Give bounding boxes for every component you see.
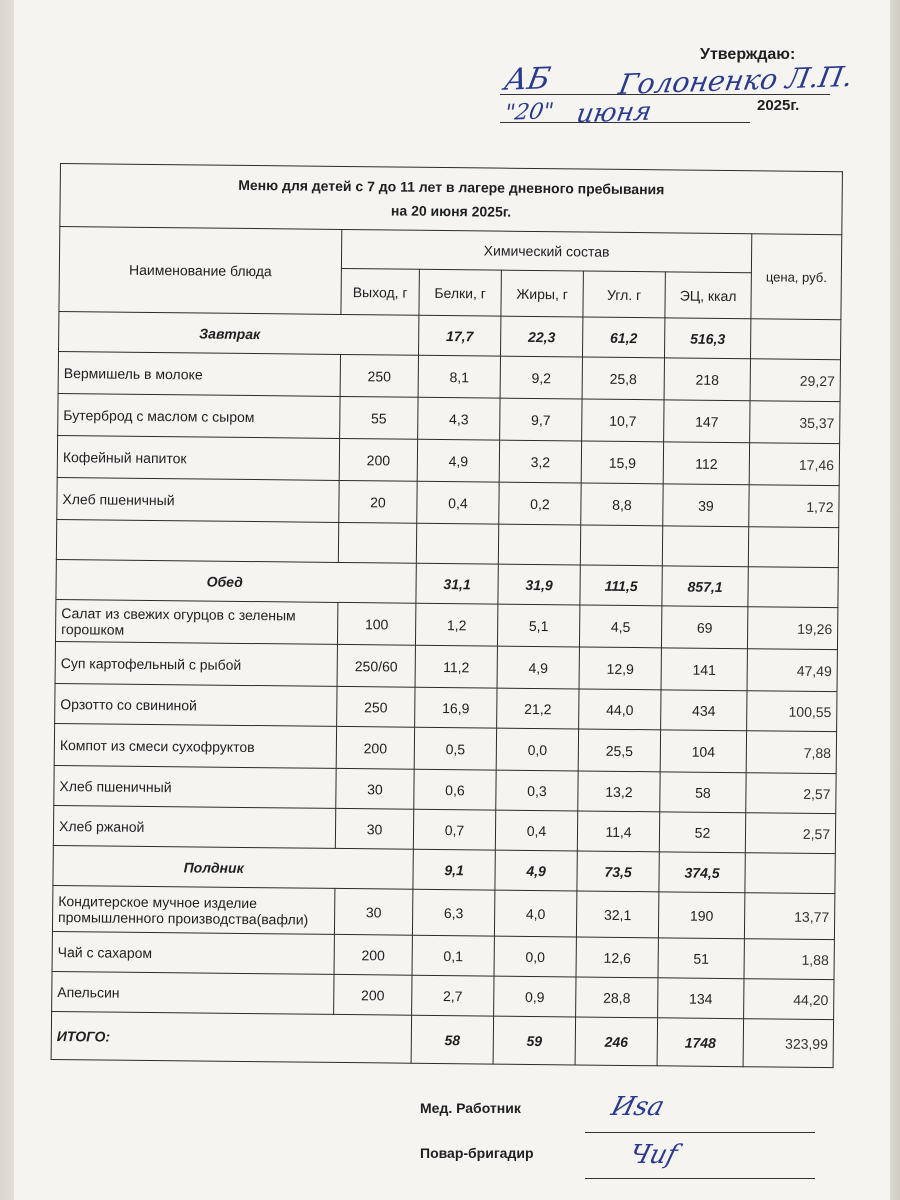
dish-name: Вермишель в молоке <box>58 351 340 396</box>
dish-protein: 16,9 <box>415 687 497 728</box>
dish-name: Компот из смеси сухофруктов <box>54 723 336 768</box>
dish-price: 44,20 <box>744 979 835 1020</box>
total-carb: 246 <box>575 1017 657 1066</box>
col-price-header: цена, руб. <box>751 234 842 320</box>
dish-fat: 0,3 <box>496 770 578 811</box>
approve-label: Утверждаю: <box>700 46 796 63</box>
section-energy: 516,3 <box>664 318 750 359</box>
dish-price: 1,72 <box>749 485 840 528</box>
dish-price: 1,88 <box>744 939 835 980</box>
dish-energy: 58 <box>660 772 746 813</box>
section-carb: 73,5 <box>577 851 659 892</box>
dish-yield: 250 <box>337 686 415 727</box>
dish-price: 17,46 <box>749 443 840 486</box>
dish-yield: 30 <box>334 888 412 935</box>
dish-fat: 3,2 <box>499 440 581 483</box>
dish-protein: 4,3 <box>418 397 500 440</box>
dish-yield: 200 <box>334 934 412 975</box>
col-fat-header: Жиры, г <box>501 270 583 317</box>
section-protein: 9,1 <box>413 849 495 890</box>
section-carb: 61,2 <box>582 317 664 358</box>
dish-yield: 200 <box>334 974 412 1015</box>
approval-year: 2025г. <box>757 97 800 114</box>
col-protein-header: Белки, г <box>419 269 501 316</box>
total-fat: 59 <box>493 1016 575 1065</box>
dish-protein: 2,7 <box>412 975 494 1016</box>
dish-name: Апельсин <box>52 971 334 1014</box>
dish-protein: 0,7 <box>413 809 495 850</box>
dish-yield: 100 <box>337 602 415 645</box>
dish-protein: 0,4 <box>417 481 499 524</box>
title-line-2: на 20 июня 2025г. <box>390 202 512 220</box>
section-energy: 857,1 <box>662 566 748 607</box>
dish-energy: 190 <box>658 892 744 939</box>
dish-name: Хлеб пшеничный <box>54 765 336 808</box>
dish-fat: 4,9 <box>497 646 579 689</box>
dish-carb: 28,8 <box>576 977 658 1018</box>
dish-energy: 147 <box>664 400 750 443</box>
dish-energy: 104 <box>660 730 746 773</box>
dish-protein: 0,5 <box>414 727 496 770</box>
dish-fat: 4,0 <box>494 890 576 937</box>
col-dish-header: Наименование блюда <box>59 227 342 315</box>
menu-table <box>51 163 843 1068</box>
dish-yield: 250 <box>340 354 418 397</box>
cook-signature: Чиf <box>625 1140 681 1170</box>
dish-name: Орзотто со свининой <box>55 683 337 726</box>
total-row <box>51 1011 834 1067</box>
dish-carb: 25,5 <box>578 729 660 772</box>
dish-energy: 52 <box>659 812 745 853</box>
dish-price: 47,49 <box>747 649 838 692</box>
dish-fat: 0,2 <box>499 482 581 525</box>
dish-carb: 4,5 <box>579 605 661 648</box>
dish-carb: 12,6 <box>576 937 658 978</box>
dish-price: 29,27 <box>750 359 841 402</box>
dish-carb: 10,7 <box>582 399 664 442</box>
dish-price: 2,57 <box>746 773 837 814</box>
section-energy: 374,5 <box>659 852 745 893</box>
dish-name: Бутерброд с маслом с сыром <box>58 393 340 438</box>
dish-price: 19,26 <box>747 607 838 650</box>
dish-price: 35,37 <box>750 401 841 444</box>
dish-carb: 11,4 <box>577 811 659 852</box>
table-row <box>52 885 835 939</box>
col-energy-header: ЭЦ, ккал <box>665 272 751 319</box>
section-fat: 22,3 <box>501 316 583 357</box>
dish-energy: 112 <box>663 442 749 485</box>
col-yield-header: Выход, г <box>341 268 419 315</box>
section-fat: 31,9 <box>498 564 580 605</box>
signature-line <box>500 94 830 95</box>
total-energy: 1748 <box>657 1018 743 1067</box>
dish-energy: 218 <box>664 358 750 401</box>
dish-protein: 11,2 <box>415 645 497 688</box>
dish-fat: 5,1 <box>497 604 579 647</box>
dish-fat: 9,2 <box>500 356 582 399</box>
section-protein: 17,7 <box>419 315 501 356</box>
col-carb-header: Угл. г <box>583 271 665 318</box>
dish-name: Салат из свежих огурцов с зеленым горошком <box>55 599 337 644</box>
dish-price: 13,77 <box>744 893 835 940</box>
section-label: Завтрак <box>59 311 419 355</box>
dish-protein: 1,2 <box>415 603 497 646</box>
dish-price: 100,55 <box>747 691 838 732</box>
dish-name: Кондитерское мучное изделие промышленного производства(вафли) <box>52 885 334 934</box>
dish-yield: 30 <box>335 808 413 849</box>
col-chem-header: Химический состав <box>341 229 751 272</box>
dish-energy: 69 <box>661 606 747 649</box>
dish-carb: 12,9 <box>579 647 661 690</box>
dish-protein: 6,3 <box>412 889 494 936</box>
section-protein: 31,1 <box>416 563 498 604</box>
dish-protein: 0,6 <box>414 769 496 810</box>
dish-carb: 15,9 <box>581 441 663 484</box>
med-signature: Иsa <box>607 1092 668 1122</box>
dish-yield: 200 <box>339 438 417 481</box>
dish-carb: 32,1 <box>576 891 658 938</box>
dish-energy: 434 <box>661 690 747 731</box>
dish-fat: 9,7 <box>500 398 582 441</box>
total-price: 323,99 <box>743 1019 834 1068</box>
dish-yield: 20 <box>339 480 417 523</box>
dish-fat: 0,4 <box>495 810 577 851</box>
date-line <box>500 122 750 123</box>
dish-energy: 39 <box>663 484 749 527</box>
total-protein: 58 <box>411 1015 493 1064</box>
dish-carb: 44,0 <box>579 689 661 730</box>
signature-name: Голоненко Л.П. <box>616 59 856 102</box>
dish-price: 2,57 <box>745 813 836 854</box>
dish-yield: 250/60 <box>337 644 415 687</box>
section-carb: 111,5 <box>580 565 662 606</box>
dish-fat: 0,9 <box>494 976 576 1017</box>
signature-month: июня <box>574 96 654 130</box>
dish-carb: 8,8 <box>581 483 663 526</box>
menu-title <box>60 164 843 235</box>
cook-label: Повар-бригадир <box>420 1145 534 1161</box>
dish-protein: 8,1 <box>418 355 500 398</box>
dish-name: Кофейный напиток <box>57 435 339 480</box>
total-label: ИТОГО: <box>51 1011 411 1063</box>
med-worker-label: Мед. Работник <box>420 1100 521 1116</box>
dish-yield: 30 <box>336 768 414 809</box>
title-line-1: Меню для детей с 7 до 11 лет в лагере дневного пребывания <box>238 176 665 198</box>
dish-energy: 134 <box>658 978 744 1019</box>
dish-name: Хлеб пшеничный <box>57 477 339 522</box>
dish-name: Чай с сахаром <box>52 931 334 974</box>
dish-name: Хлеб ржаной <box>53 805 335 848</box>
signature-day: "20" <box>502 99 556 126</box>
section-fat: 4,9 <box>495 850 577 891</box>
dish-protein: 0,1 <box>412 935 494 976</box>
dish-fat: 21,2 <box>497 688 579 729</box>
dish-price: 7,88 <box>746 731 837 774</box>
dish-carb: 25,8 <box>582 357 664 400</box>
dish-fat: 0,0 <box>496 728 578 771</box>
dish-protein: 4,9 <box>417 439 499 482</box>
cook-signature-line <box>585 1178 815 1179</box>
signature-mark: АБ <box>501 61 554 98</box>
dish-fat: 0,0 <box>494 936 576 977</box>
dish-yield: 55 <box>340 396 418 439</box>
dish-carb: 13,2 <box>578 771 660 812</box>
section-label: Полдник <box>53 845 413 889</box>
dish-yield: 200 <box>336 726 414 769</box>
section-label: Обед <box>56 559 416 603</box>
dish-name: Суп картофельный с рыбой <box>55 641 337 686</box>
dish-energy: 51 <box>658 938 744 979</box>
med-signature-line <box>585 1132 815 1133</box>
dish-energy: 141 <box>661 648 747 691</box>
